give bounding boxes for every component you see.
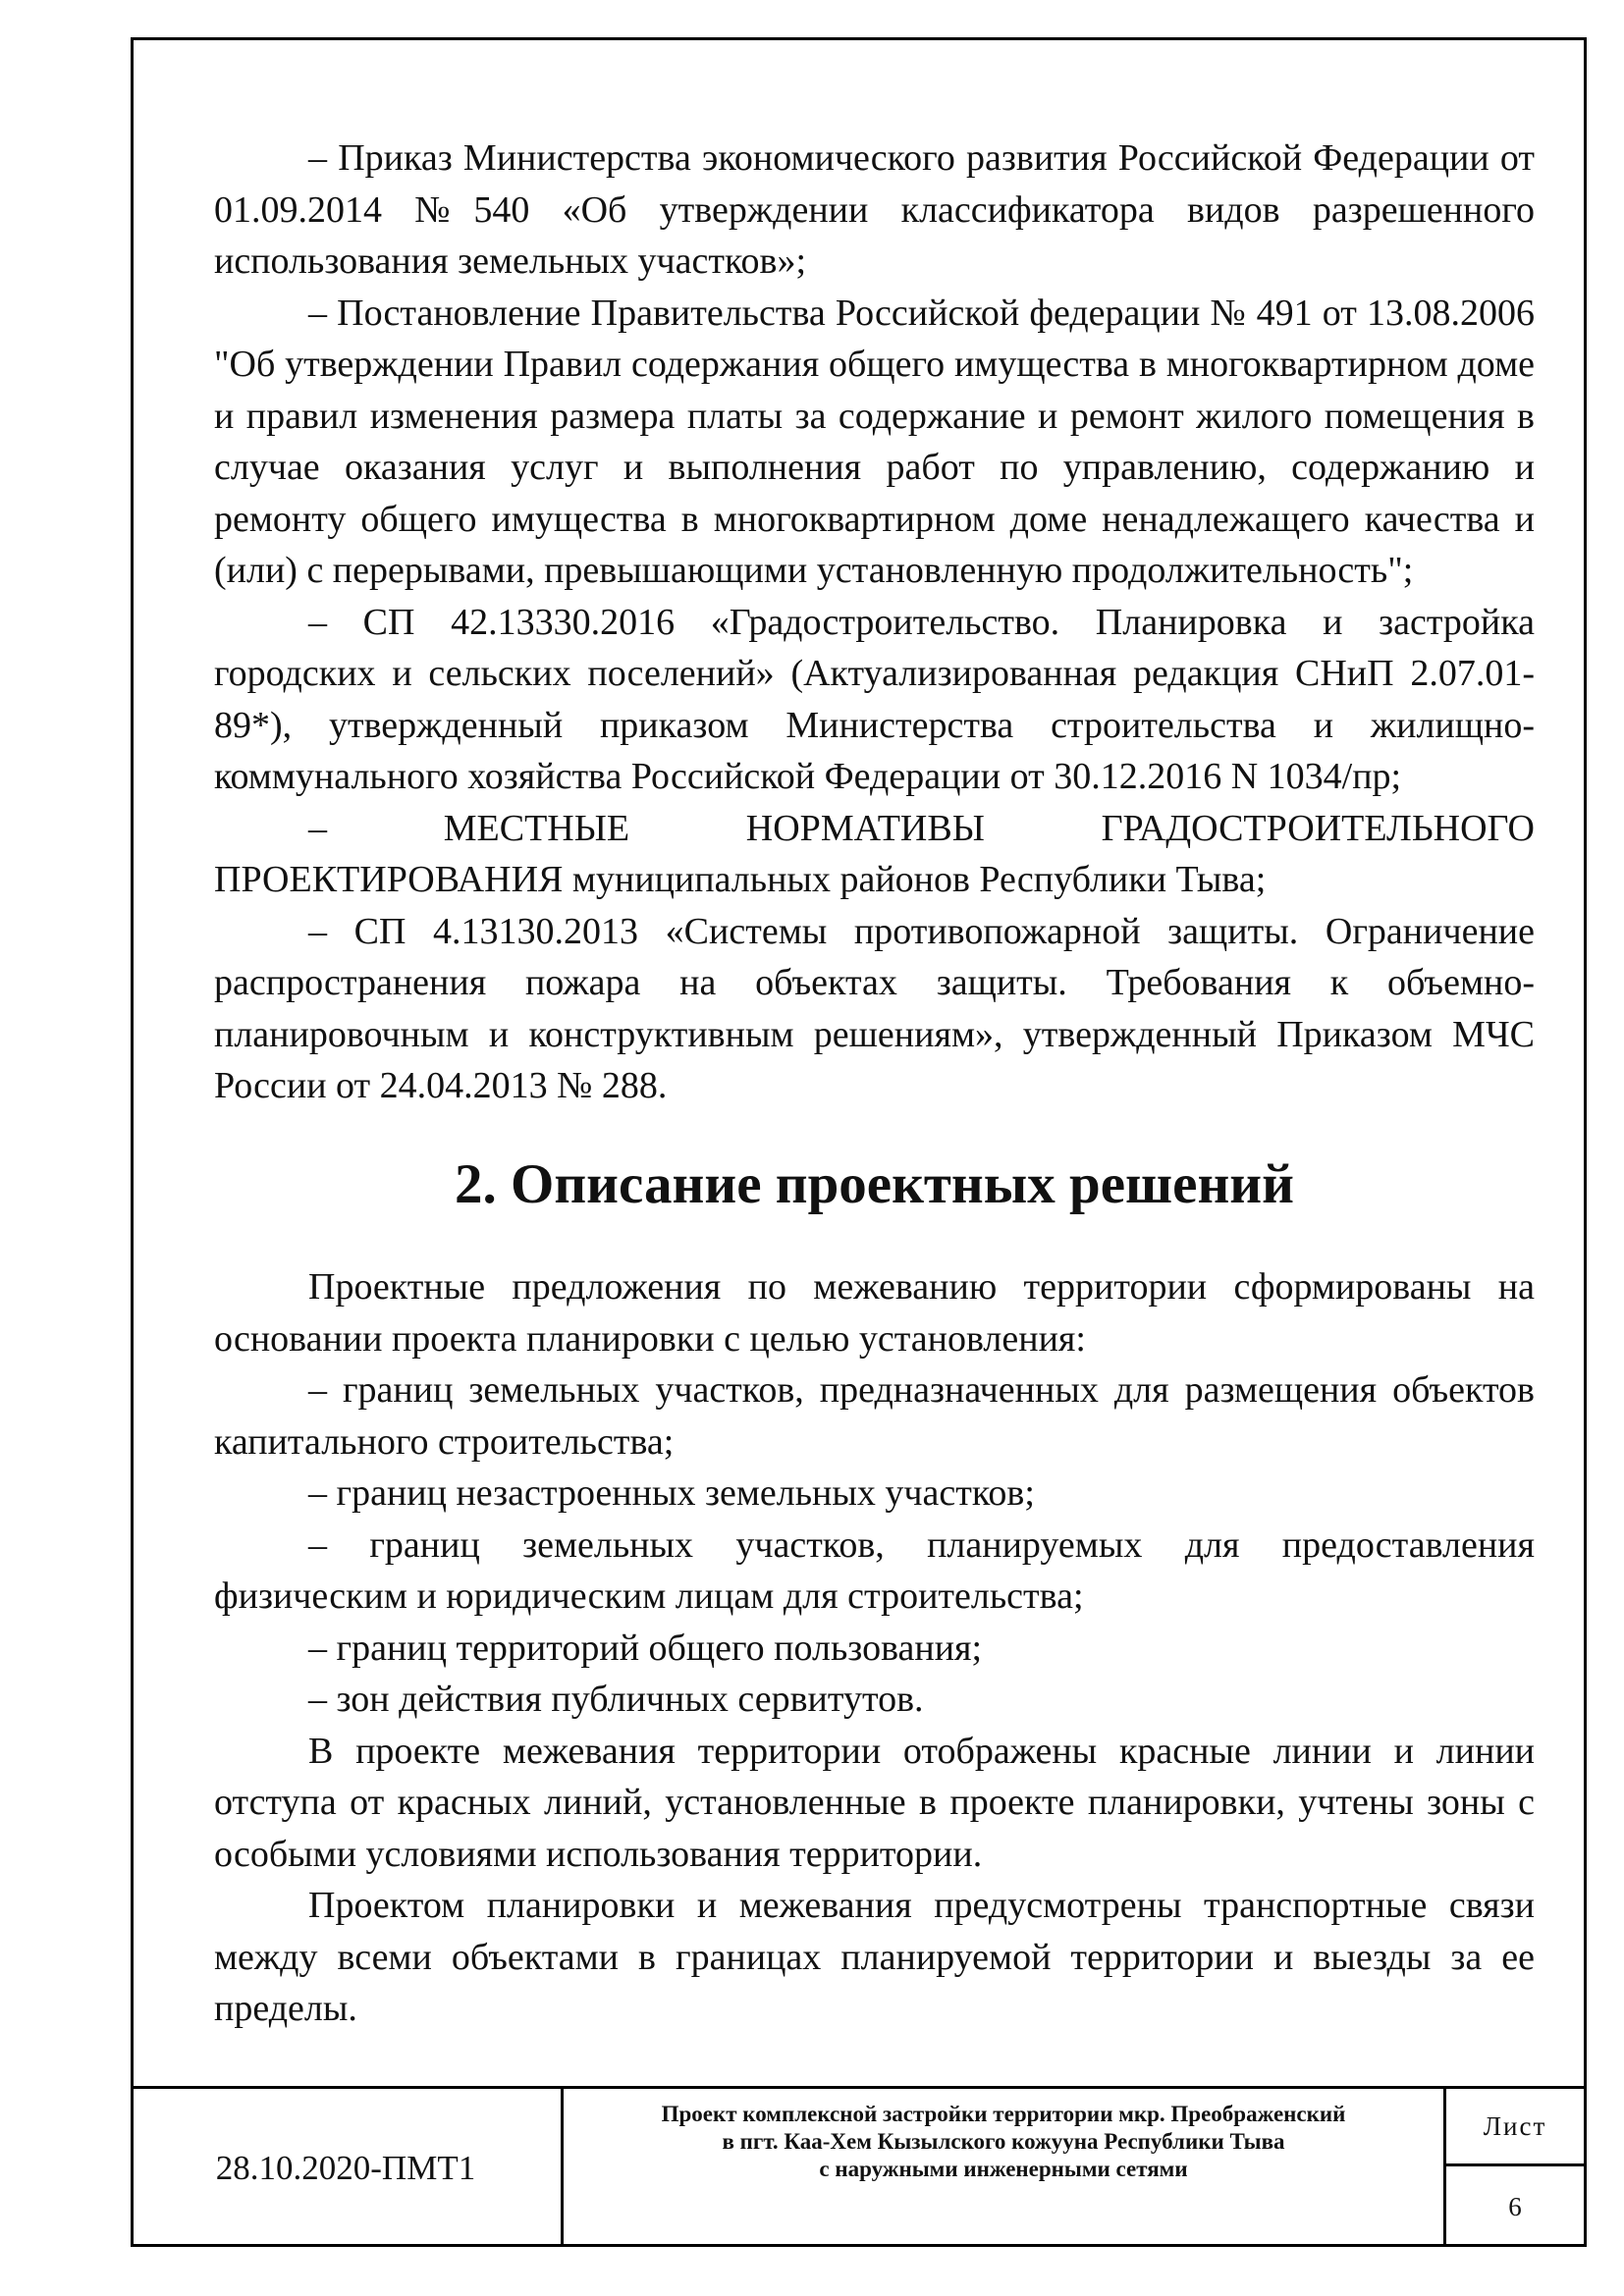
project-title-line: в пгт. Каа-Хем Кызылского кожууна Республики Тыва — [722, 2129, 1285, 2154]
paragraph: – Постановление Правительства Российской федерации № 491 от 13.08.2006 "Об утверждении Правил содержания общего имущества в многоквартирном доме и правил изменения размера платы за содержание и ремонт жилого помещения в случае оказания услуг и выполнения работ по управлению, содержанию и ремонту общего имущества в многоквартирном доме ненадлежащего качества и (или) с перерывами, превышающими установленную продолжительность"; — [214, 292, 1535, 591]
document-code: 28.10.2020-ПМТ1 — [131, 2089, 564, 2247]
list-item: – границ земельных участков, предназначенных для размещения объектов капитального строительства; — [214, 1369, 1535, 1463]
list-item: – границ незастроенных земельных участков; — [308, 1472, 1035, 1514]
paragraph: – Приказ Министерства экономического развития Российской Федерации от 01.09.2014 №540 «Об утверждении классификатора видов разрешенного использования земельных участков»; — [214, 137, 1535, 282]
document-body — [214, 133, 1535, 2035]
project-title-line: с наружными инженерными сетями — [819, 2157, 1188, 2181]
paragraph: – МЕСТНЫЕ НОРМАТИВЫ ГРАДОСТРОИТЕЛЬНОГО ПРОЕКТИРОВАНИЯ муниципальных районов Республики Тыва; — [214, 807, 1535, 900]
list-item: – границ земельных участков, планируемых для предоставления физическим и юридическим лицам для строительства; — [214, 1523, 1535, 1617]
paragraph: Проектом планировки и межевания предусмотрены транспортные связи между всеми объектами в границах планируемой территории и выезды за ее пределы. — [214, 1885, 1535, 2029]
sheet-label: Лист — [1446, 2089, 1584, 2166]
paragraph: В проекте межевания территории отображены красные линии и линии отступа от красных линий, установленные в проекте планировки, учтены зоны с особыми условиями использования территории. — [214, 1730, 1535, 1875]
paragraph: – СП 42.13330.2016 «Градостроительство. Планировка и застройка городских и сельских поселений» (Актуализированная редакция СНиП 2.07.01-89*), утвержденный приказом Министерства строительства и жилищно-коммунального хозяйства Российской Федерации от 30.12.2016 N 1034/пр; — [214, 601, 1535, 797]
list-item: – границ территорий общего пользования; — [308, 1627, 983, 1669]
title-block — [131, 2086, 1587, 2247]
sheet-number: 6 — [1508, 2191, 1522, 2221]
section-heading: 2. Описание проектных решений — [455, 1152, 1294, 1215]
list-item: – зон действия публичных сервитутов. — [308, 1679, 924, 1720]
project-title-line: Проект комплексной застройки территории мкр. Преображенский — [661, 2102, 1346, 2126]
paragraph: Проектные предложения по межеванию территории сформированы на основании проекта планировки с целью установления: — [214, 1266, 1535, 1360]
project-title — [564, 2089, 1446, 2247]
paragraph: – СП 4.13130.2013 «Системы противопожарной защиты. Ограничение распространения пожара на объектах защиты. Требования к объемно-планировочным и конструктивным решениям», утвержденный Приказом МЧС России от 24.04.2013 № 288. — [214, 910, 1535, 1106]
